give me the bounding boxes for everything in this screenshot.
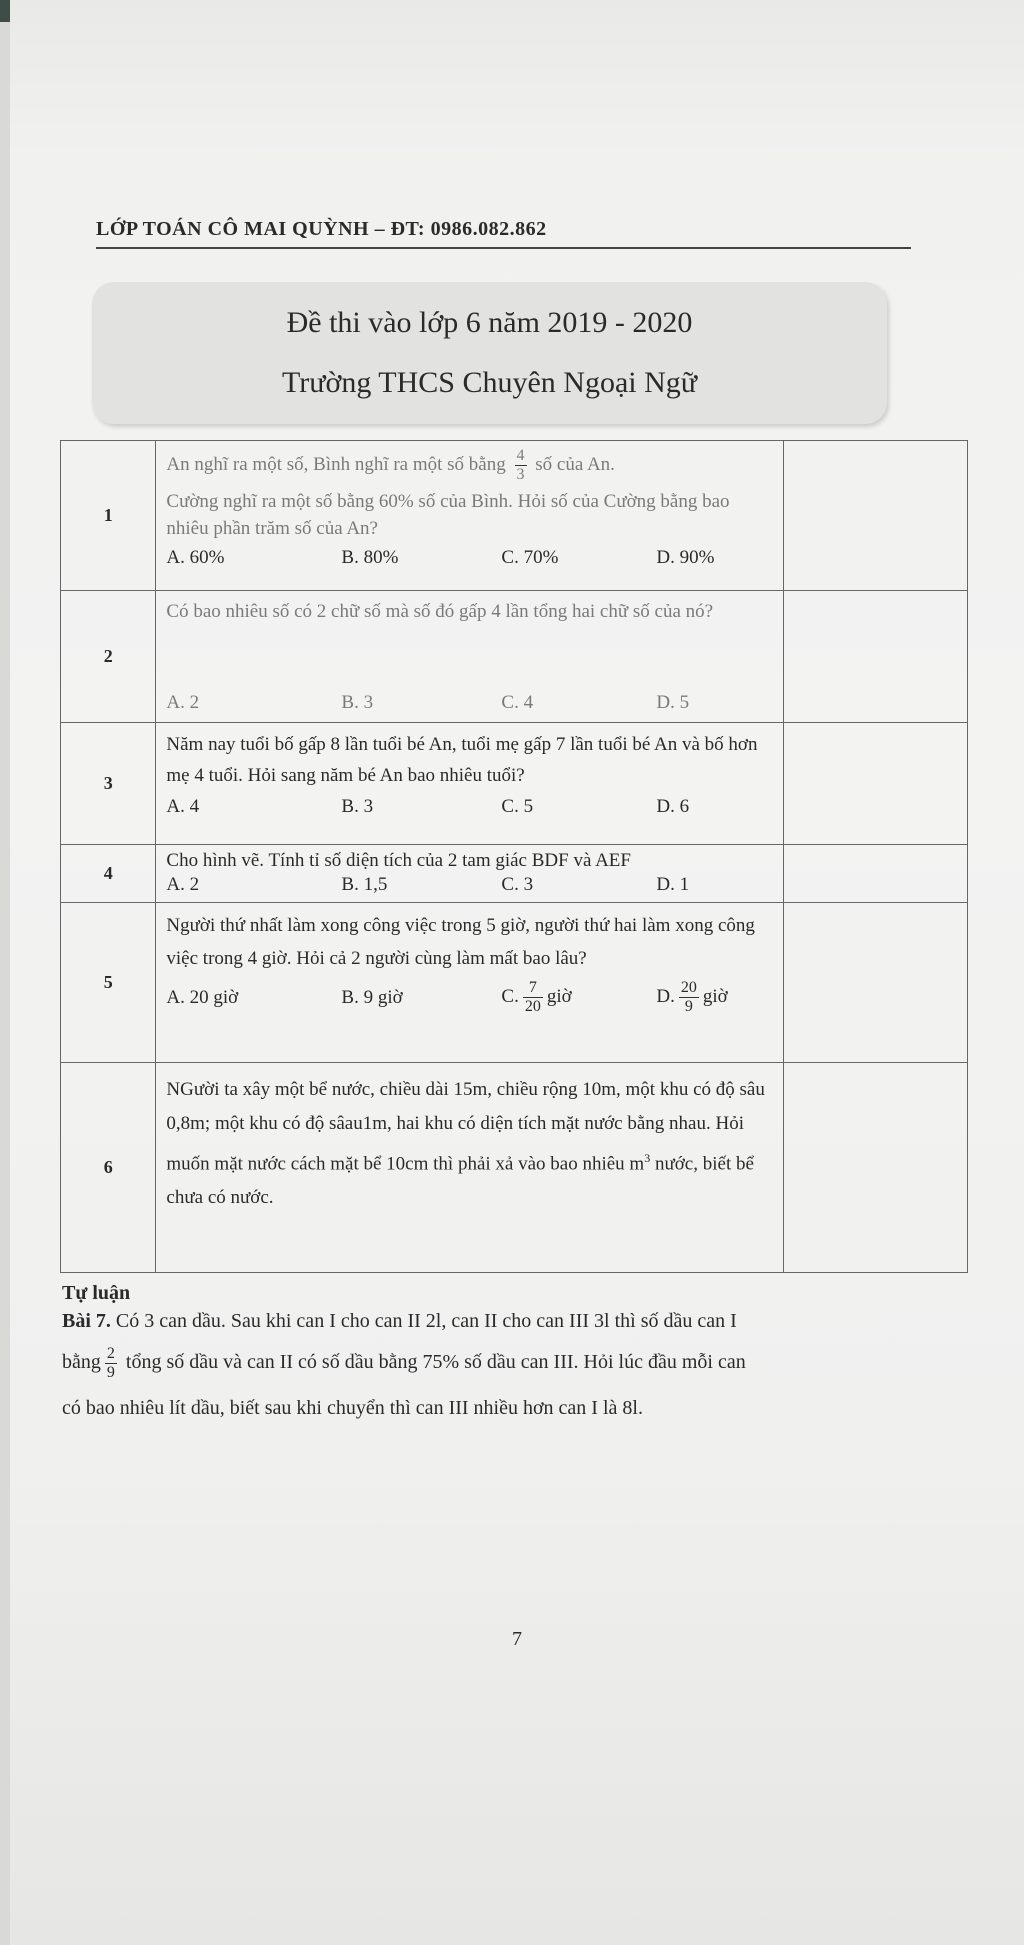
option-b: B. 3 — [341, 692, 374, 713]
options — [166, 542, 775, 573]
question-text: Người thứ nhất làm xong công việc trong 5 giờ, người thứ hai làm xong công việc trong 4 giờ. Hỏi cả 2 người cùng làm mất bao lâu? — [166, 915, 755, 969]
options — [166, 791, 775, 822]
question-row-1 — [61, 441, 968, 591]
frac-numerator: 7 — [523, 979, 543, 998]
question-row-5 — [61, 903, 968, 1063]
option-d: D. 1 — [656, 874, 690, 895]
question-body — [156, 1063, 784, 1273]
options — [166, 873, 775, 897]
fraction-2-9 — [105, 1345, 117, 1382]
q1-text-a: An nghĩ ra một số, Bình nghĩ ra một số bằng — [166, 453, 506, 475]
frac-denominator: 9 — [106, 1363, 115, 1381]
option-c-label: C. — [501, 985, 519, 1007]
option-c: C. 3 — [501, 874, 534, 895]
fraction-7-20 — [523, 979, 543, 1016]
exam-title: Đề thi vào lớp 6 năm 2019 - 2020 — [286, 306, 693, 339]
question-body — [156, 723, 784, 845]
unit: giờ — [546, 985, 572, 1007]
question-text — [166, 447, 775, 484]
option-c: C. 5 — [501, 796, 534, 817]
question-row-3 — [61, 723, 968, 845]
question-number: 1 — [61, 441, 156, 591]
question-number: 4 — [61, 845, 156, 903]
option-c: C. 70% — [501, 547, 559, 568]
answer-cell — [784, 903, 968, 1063]
question-number: 5 — [61, 903, 156, 1063]
option-a: A. 4 — [166, 796, 200, 817]
questions-table — [60, 440, 968, 1273]
option-d: D. 5 — [656, 692, 690, 713]
page-number: 7 — [512, 1628, 522, 1650]
frac-numerator: 2 — [106, 1344, 115, 1362]
option-b: B. 9 giờ — [341, 987, 403, 1008]
question-body — [156, 845, 784, 903]
essay-section — [62, 1280, 982, 1428]
option-b: B. 80% — [341, 547, 399, 568]
answer-cell — [784, 845, 968, 903]
frac-numerator: 20 — [680, 979, 697, 996]
answer-cell — [784, 591, 968, 723]
fraction-20-9 — [679, 979, 699, 1016]
essay-heading: Tự luận — [62, 1282, 131, 1304]
option-a: A. 60% — [166, 547, 225, 568]
question-row-4 — [61, 845, 968, 903]
essay-pre: bằng — [62, 1351, 101, 1373]
question-text — [166, 1073, 775, 1215]
page-header: LỚP TOÁN CÔ MAI QUỲNH – ĐT: 0986.082.862 — [96, 218, 911, 249]
answer-cell — [784, 1063, 968, 1273]
option-a: A. 2 — [166, 874, 200, 895]
option-d-label: D. — [656, 985, 675, 1007]
fraction-4-3 — [515, 447, 527, 484]
options — [166, 979, 775, 1016]
q6-text-a: NGười ta xây một bể nước, chiều dài 15m, chiều rộng 10m, một khu có độ sâu 0,8m; một khu có độ sâau1m, hai khu có diện tích mặt nước bằng nhau. Hỏi muốn mặt nước cách mặt bể 10cm thì phải xả vào bao nhiêu m — [166, 1079, 765, 1175]
option-d: D. 6 — [656, 796, 690, 817]
question-number: 6 — [61, 1063, 156, 1273]
title-box — [92, 282, 887, 424]
essay-text-1: Có 3 can dầu. Sau khi can I cho can II 2l, can II cho can III 3l thì số dầu can I — [110, 1310, 737, 1332]
question-text: Năm nay tuổi bố gấp 8 lần tuổi bé An, tuổi mẹ gấp 7 lần tuổi bé An và bố hơn mẹ 4 tuổi. Hỏi sang năm bé An bao nhiêu tuổi? — [166, 734, 758, 786]
question-body — [156, 591, 784, 723]
question-row-2 — [61, 591, 968, 723]
q6-text-b: nước, biết bể chưa có nước. — [166, 1153, 754, 1209]
answer-cell — [784, 723, 968, 845]
option-c — [501, 979, 656, 1016]
frac-denominator: 20 — [524, 998, 541, 1015]
question-body — [156, 441, 784, 591]
option-d — [656, 979, 727, 1016]
frac-denominator: 9 — [684, 998, 693, 1015]
unit: giờ — [702, 985, 728, 1007]
essay-text-2: tổng số dầu và can II có số dầu bằng 75% số dầu can III. Hỏi lúc đầu mỗi can — [120, 1351, 746, 1373]
question-number: 3 — [61, 723, 156, 845]
school-name: Trường THCS Chuyên Ngoại Ngữ — [281, 366, 698, 399]
option-d: D. 90% — [656, 547, 715, 568]
question-row-6 — [61, 1063, 968, 1273]
option-c: C. 4 — [501, 692, 534, 713]
question-text: Cho hình vẽ. Tính tỉ số diện tích của 2 tam giác BDF và AEF — [166, 850, 631, 871]
option-b: B. 1,5 — [341, 874, 388, 895]
question-text-2: Cường nghĩ ra một số bằng 60% số của Bình. Hỏi số của Cường bằng bao nhiêu phần trăm số của An? — [166, 491, 730, 539]
frac-denominator: 3 — [516, 466, 525, 483]
question-text: Có bao nhiêu số có 2 chữ số mà số đó gấp 4 lần tổng hai chữ số của nó? — [166, 601, 714, 622]
question-number: 2 — [61, 591, 156, 723]
essay-line-2 — [62, 1336, 982, 1388]
answer-cell — [784, 441, 968, 591]
options — [166, 687, 775, 718]
essay-line-3: có bao nhiêu lít dầu, biết sau khi chuyển thì can III nhiều hơn can I là 8l. — [62, 1397, 643, 1419]
frac-numerator: 4 — [516, 447, 525, 464]
essay-line-1 — [62, 1306, 982, 1336]
option-b: B. 3 — [341, 796, 374, 817]
q1-text-b: số của An. — [535, 453, 615, 475]
question-body — [156, 903, 784, 1063]
essay-label: Bài 7. — [62, 1310, 111, 1332]
option-a: A. 20 giờ — [166, 987, 239, 1008]
option-a: A. 2 — [166, 692, 200, 713]
superscript: 3 — [644, 1151, 651, 1165]
